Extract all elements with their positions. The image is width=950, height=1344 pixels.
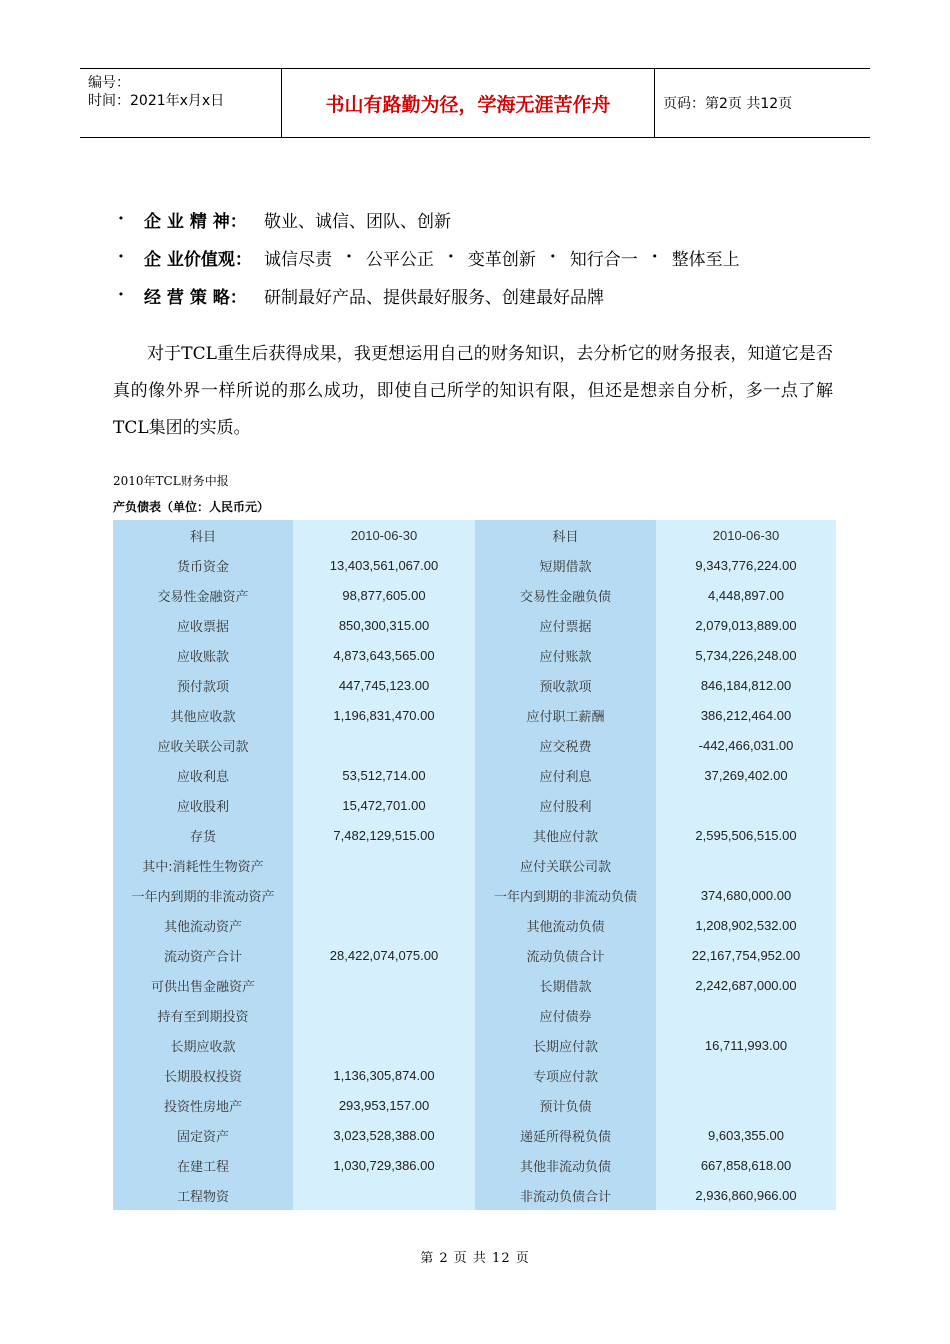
amount-cell: 13,403,561,067.00 [293,550,475,580]
amount-cell: 98,877,605.00 [293,580,475,610]
amount-cell [293,730,475,760]
amount-cell [293,880,475,910]
table-row [113,880,836,910]
table-row [113,910,836,940]
amount-cell: 1,196,831,470.00 [293,700,475,730]
account-name-cell: 长期股权投资 [113,1060,293,1090]
amount-cell: 850,300,315.00 [293,610,475,640]
table-row [113,580,836,610]
bullet-label: 企 业价值观： [144,249,252,270]
account-name-cell: 应交税费 [475,730,656,760]
amount-cell: 1,136,305,874.00 [293,1060,475,1090]
bullet-symbol: · [118,247,124,267]
account-name-cell: 长期应付款 [475,1030,656,1060]
separator-dot: · [447,247,454,267]
amount-cell: 9,343,776,224.00 [656,550,836,580]
table-header-cell: 科目 [475,520,656,550]
account-name-cell: 应付股利 [475,790,656,820]
amount-cell: 447,745,123.00 [293,670,475,700]
account-name-cell: 预计负债 [475,1090,656,1120]
table-caption-report: 2010年TCL财务中报 [113,474,229,488]
bullet-symbol: · [118,209,124,229]
header-meta [80,69,282,137]
table-row [113,610,836,640]
table-header-row [113,520,836,550]
amount-cell: -442,466,031.00 [656,730,836,760]
motto: 书山有路勤为径，学海无涯苦作舟 [282,69,655,137]
bullet-label: 经 营 策 略： [144,287,247,308]
table-row [113,730,836,760]
amount-cell [293,1000,475,1030]
table-header-cell: 2010-06-30 [656,520,836,550]
separator-dot: · [651,247,658,267]
account-name-cell: 应收票据 [113,610,293,640]
account-name-cell: 一年内到期的非流动资产 [113,880,293,910]
table-header-cell: 科目 [113,520,293,550]
account-name-cell: 交易性金融资产 [113,580,293,610]
account-name-cell: 专项应付款 [475,1060,656,1090]
table-row [113,1030,836,1060]
account-name-cell: 应付职工薪酬 [475,700,656,730]
value-item: 诚信尽责 [264,249,332,270]
page-header [80,68,870,138]
account-name-cell: 其他流动负债 [475,910,656,940]
amount-cell: 22,167,754,952.00 [656,940,836,970]
account-name-cell: 交易性金融负债 [475,580,656,610]
account-name-cell: 应付账款 [475,640,656,670]
account-name-cell: 其他应收款 [113,700,293,730]
account-name-cell: 应付关联公司款 [475,850,656,880]
table-row [113,820,836,850]
amount-cell: 2,936,860,966.00 [656,1180,836,1210]
amount-cell: 9,603,355.00 [656,1120,836,1150]
amount-cell: 293,953,157.00 [293,1090,475,1120]
value-item: 公平公正 [365,249,434,270]
table-row [113,670,836,700]
amount-cell: 846,184,812.00 [656,670,836,700]
value-item: 整体至上 [671,249,740,270]
amount-cell [293,850,475,880]
amount-cell: 4,873,643,565.00 [293,640,475,670]
bullet-values [118,238,858,276]
table-row [113,1000,836,1030]
account-name-cell: 预付款项 [113,670,293,700]
page-footer: 第 2 页 共 12 页 [420,1251,530,1266]
amount-cell: 28,422,074,075.00 [293,940,475,970]
account-name-cell: 流动资产合计 [113,940,293,970]
table-row [113,1180,836,1210]
account-name-cell: 应付利息 [475,760,656,790]
account-name-cell: 其他非流动负债 [475,1150,656,1180]
time-label: 时间：2021年x月x日 [88,93,225,109]
bullet-strategy [118,276,858,314]
body-paragraph: 对于TCL重生后获得成果，我更想运用自己的财务知识，去分析它的财务报表，知道它是否真的像外界一样所说的那么成功，即使自己所学的知识有限，但还是想亲自分析，多一点了解TCL集团的实质。 [113,344,833,438]
account-name-cell: 存货 [113,820,293,850]
table-row [113,850,836,880]
account-name-cell: 长期应收款 [113,1030,293,1060]
account-name-cell: 工程物资 [113,1180,293,1210]
separator-dot: · [346,247,352,267]
amount-cell [656,1000,836,1030]
account-name-cell: 应收利息 [113,760,293,790]
amount-cell: 2,242,687,000.00 [656,970,836,1000]
separator-dot: · [549,247,556,267]
amount-cell [293,1030,475,1060]
amount-cell [656,1060,836,1090]
account-name-cell: 应收关联公司款 [113,730,293,760]
amount-cell [293,910,475,940]
account-name-cell: 其他流动资产 [113,910,293,940]
table-row [113,700,836,730]
amount-cell: 2,595,506,515.00 [656,820,836,850]
table-row [113,1090,836,1120]
account-name-cell: 应付债券 [475,1000,656,1030]
table-row [113,1120,836,1150]
table-row [113,760,836,790]
amount-cell: 53,512,714.00 [293,760,475,790]
amount-cell: 374,680,000.00 [656,880,836,910]
account-name-cell: 持有至到期投资 [113,1000,293,1030]
amount-cell: 667,858,618.00 [656,1150,836,1180]
table-header-cell: 2010-06-30 [293,520,475,550]
account-name-cell: 短期借款 [475,550,656,580]
value-item: 变革创新 [467,249,536,270]
account-name-cell: 一年内到期的非流动负债 [475,880,656,910]
table-row [113,550,836,580]
bullet-value: 敬业、诚信、团队、创新 [264,211,451,232]
bullet-value: 研制最好产品、提供最好服务、创建最好品牌 [264,287,604,308]
amount-cell: 7,482,129,515.00 [293,820,475,850]
amount-cell [656,790,836,820]
amount-cell [656,850,836,880]
account-name-cell: 投资性房地产 [113,1090,293,1120]
table-row [113,970,836,1000]
amount-cell [656,1090,836,1120]
account-name-cell: 固定资产 [113,1120,293,1150]
amount-cell: 16,711,993.00 [656,1030,836,1060]
amount-cell: 15,472,701.00 [293,790,475,820]
number-label: 编号： [88,75,130,91]
table-row [113,1060,836,1090]
company-values-list [118,200,858,314]
account-name-cell: 应付票据 [475,610,656,640]
bullet-symbol: · [118,285,124,305]
account-name-cell: 应收股利 [113,790,293,820]
account-name-cell: 递延所得税负债 [475,1120,656,1150]
table-row [113,1150,836,1180]
amount-cell: 4,448,897.00 [656,580,836,610]
account-name-cell: 在建工程 [113,1150,293,1180]
amount-cell: 1,030,729,386.00 [293,1150,475,1180]
bullet-spirit [118,200,858,238]
bullet-label: 企 业 精 神： [144,211,247,232]
account-name-cell: 应收账款 [113,640,293,670]
balance-sheet-table [113,520,836,1210]
amount-cell: 37,269,402.00 [656,760,836,790]
account-name-cell: 货币资金 [113,550,293,580]
table-row [113,940,836,970]
account-name-cell: 非流动负债合计 [475,1180,656,1210]
account-name-cell: 可供出售金融资产 [113,970,293,1000]
amount-cell: 1,208,902,532.00 [656,910,836,940]
amount-cell: 5,734,226,248.00 [656,640,836,670]
account-name-cell: 其中:消耗性生物资产 [113,850,293,880]
amount-cell: 3,023,528,388.00 [293,1120,475,1150]
page-info: 页码：第2页 共12页 [663,96,793,112]
table-row [113,790,836,820]
amount-cell: 386,212,464.00 [656,700,836,730]
amount-cell [293,1180,475,1210]
value-item: 知行合一 [569,249,638,270]
account-name-cell: 长期借款 [475,970,656,1000]
table-caption-title: 产负债表（单位：人民币元） [113,500,270,514]
account-name-cell: 其他应付款 [475,820,656,850]
table-row [113,640,836,670]
amount-cell: 2,079,013,889.00 [656,610,836,640]
amount-cell [293,970,475,1000]
account-name-cell: 流动负债合计 [475,940,656,970]
account-name-cell: 预收款项 [475,670,656,700]
